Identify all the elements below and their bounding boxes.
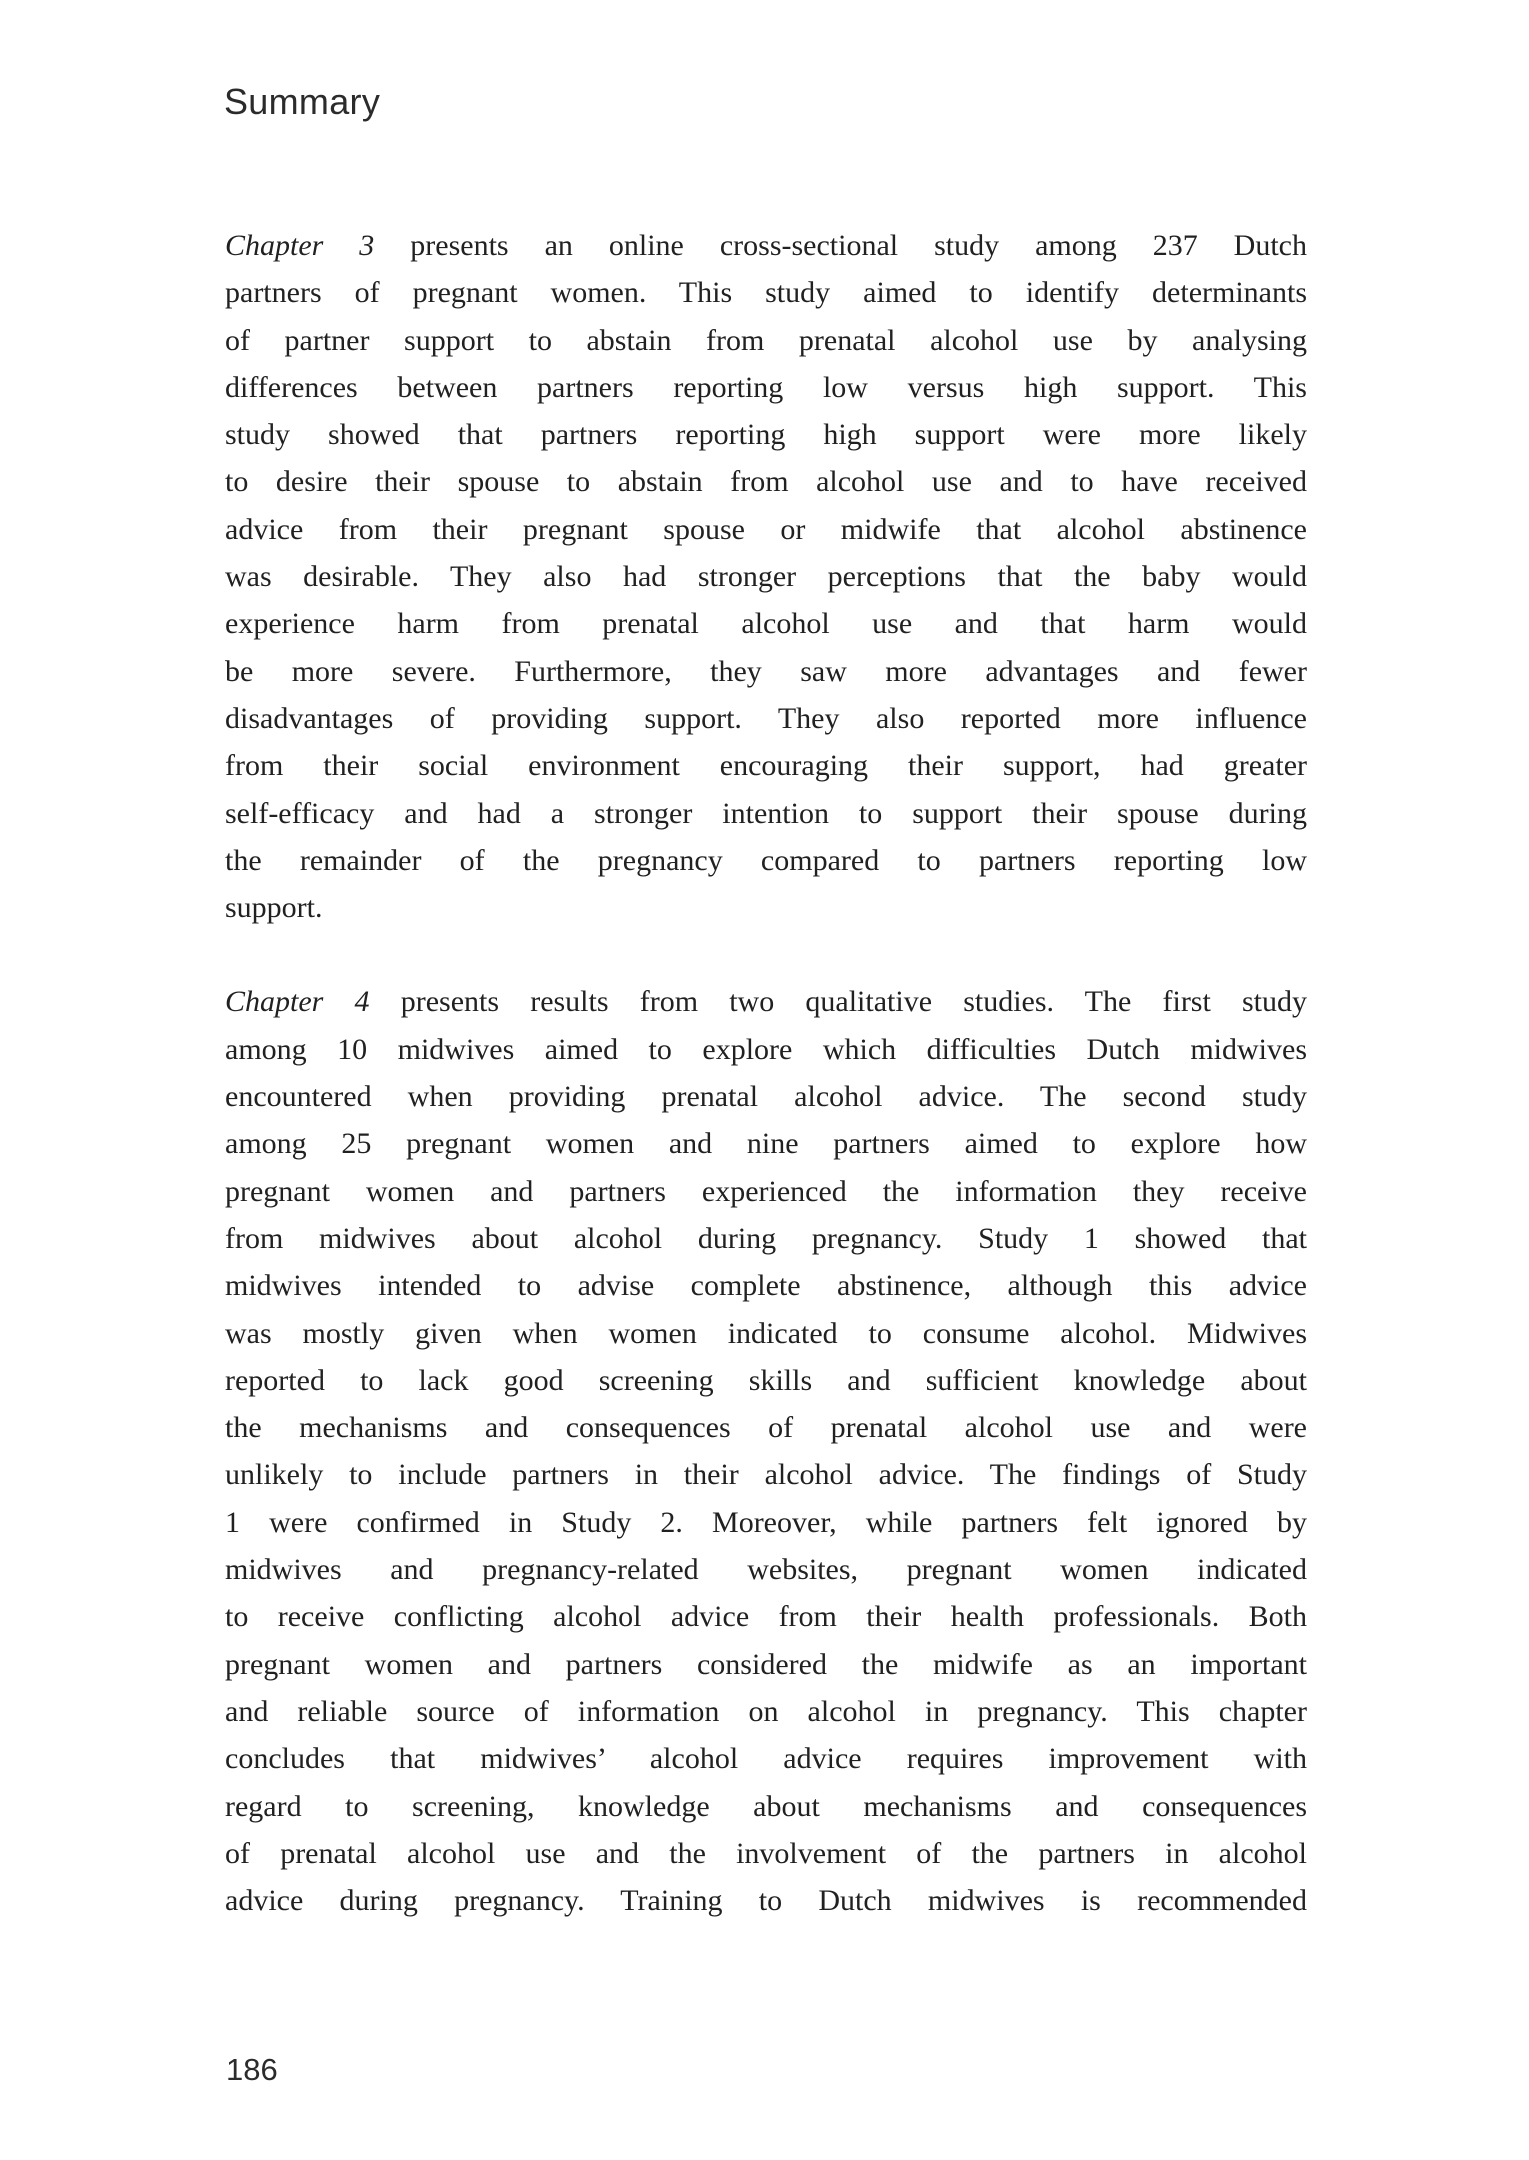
text-line: from their social environment encouraging their support, had greater	[225, 749, 1307, 783]
page-number: 186	[226, 2052, 278, 2087]
text-line: be more severe. Furthermore, they saw more advantages and fewer	[225, 654, 1307, 688]
text-line: regard to screening, knowledge about mechanisms and consequences	[225, 1789, 1307, 1823]
text-line: self-efficacy and had a stronger intention to support their spouse during	[225, 796, 1307, 830]
text-line: 1 were confirmed in Study 2. Moreover, while partners felt ignored by	[225, 1505, 1307, 1539]
text-line: reported to lack good screening skills and sufficient knowledge about	[225, 1363, 1307, 1397]
text-line: of prenatal alcohol use and the involvement of the partners in alcohol	[225, 1836, 1307, 1870]
paragraph-lead-line	[225, 222, 1307, 269]
text-line: unlikely to include partners in their alcohol advice. The findings of Study	[225, 1458, 1307, 1492]
paragraph-chapter-4	[225, 978, 1307, 1924]
text-line: study showed that partners reporting high support were more likely	[225, 418, 1307, 452]
lead-line-rest: presents results from two qualitative studies. The first study	[400, 985, 1308, 1019]
text-line: to desire their spouse to abstain from alcohol use and to have received	[225, 465, 1307, 499]
text-line: was desirable. They also had stronger perceptions that the baby would	[225, 560, 1307, 594]
text-line: experience harm from prenatal alcohol use and that harm would	[225, 607, 1307, 641]
text-line: disadvantages of providing support. They also reported more influence	[225, 701, 1307, 735]
text-line: concludes that midwives’ alcohol advice requires improvement with	[225, 1742, 1307, 1776]
text-line: differences between partners reporting low versus high support. This	[225, 370, 1307, 404]
text-line: among 10 midwives aimed to explore which difficulties Dutch midwives	[225, 1032, 1307, 1066]
text-line: partners of pregnant women. This study aimed to identify determinants	[225, 276, 1307, 310]
paragraph-chapter-3	[225, 222, 1307, 931]
text-line: to receive conflicting alcohol advice from their health professionals. Both	[225, 1600, 1307, 1634]
text-block	[225, 222, 1307, 1971]
text-line: advice from their pregnant spouse or midwife that alcohol abstinence	[225, 512, 1307, 546]
text-line: midwives intended to advise complete abstinence, although this advice	[225, 1269, 1307, 1303]
text-line: from midwives about alcohol during pregnancy. Study 1 showed that	[225, 1221, 1307, 1255]
text-line: of partner support to abstain from prenatal alcohol use by analysing	[225, 323, 1307, 357]
text-line: the remainder of the pregnancy compared to partners reporting low	[225, 843, 1307, 877]
text-line: support.	[225, 891, 323, 925]
chapter-3-reference: Chapter 3	[225, 229, 375, 262]
paragraph-lead-line	[225, 978, 1307, 1025]
text-line: among 25 pregnant women and nine partners aimed to explore how	[225, 1127, 1307, 1161]
text-line: was mostly given when women indicated to consume alcohol. Midwives	[225, 1316, 1307, 1350]
running-head: Summary	[224, 81, 381, 122]
text-line: pregnant women and partners considered the midwife as an important	[225, 1647, 1307, 1681]
text-line: advice during pregnancy. Training to Dutch midwives is recommended	[225, 1884, 1307, 1918]
text-line: and reliable source of information on alcohol in pregnancy. This chapter	[225, 1694, 1307, 1728]
text-line: encountered when providing prenatal alcohol advice. The second study	[225, 1080, 1307, 1114]
text-line: the mechanisms and consequences of prenatal alcohol use and were	[225, 1411, 1307, 1445]
text-line: midwives and pregnancy-related websites, pregnant women indicated	[225, 1553, 1307, 1587]
lead-line-rest: presents an online cross-sectional study among 237 Dutch	[410, 229, 1307, 262]
text-line: pregnant women and partners experienced the information they receive	[225, 1174, 1307, 1208]
chapter-4-reference: Chapter 4	[225, 985, 370, 1019]
